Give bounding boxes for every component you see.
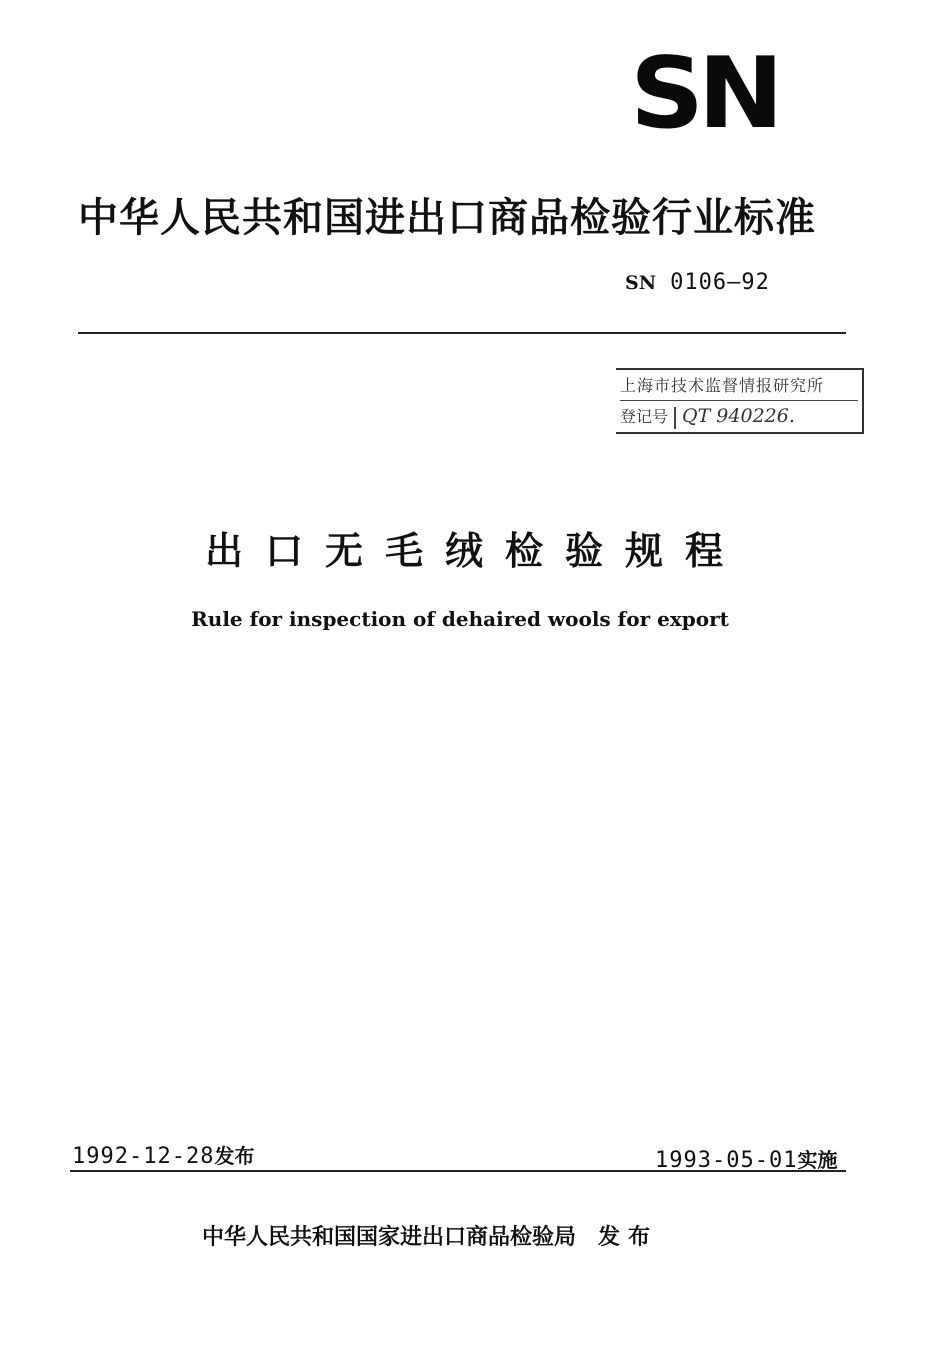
footer-divider (70, 1170, 846, 1172)
publisher-line (202, 1220, 658, 1251)
implementation-date-value: 1993-05-01 (655, 1148, 798, 1173)
document-subtitle-en: Rule for inspection of dehaired wools for export (191, 607, 729, 631)
standard-code (625, 270, 770, 295)
publisher-action: 发布 (598, 1225, 659, 1250)
registration-stamp (616, 368, 864, 434)
document-title: 出口无毛绒检验规程 (204, 529, 745, 573)
standard-code-number: 0106—92 (670, 270, 770, 295)
implementation-date-label: 实施 (797, 1148, 838, 1172)
stamp-registration-label: 登记号 (620, 407, 669, 426)
stamp-registration-number: QT 940226. (682, 405, 795, 427)
stamp-separator (674, 407, 676, 429)
header-divider (78, 332, 846, 334)
publisher-name: 中华人民共和国国家进出口商品检验局 (202, 1225, 577, 1250)
issue-date-label: 发布 (214, 1144, 255, 1168)
stamp-registration-row (620, 402, 795, 430)
stamp-institute: 上海市技术监督情报研究所 (620, 372, 858, 401)
issue-date (72, 1140, 254, 1169)
issue-date-value: 1992-12-28 (72, 1144, 215, 1169)
standard-code-prefix: SN (625, 272, 657, 294)
sn-logo: SN (630, 37, 778, 151)
standard-category-title: 中华人民共和国进出口商品检验行业标准 (78, 195, 816, 241)
implementation-date (655, 1144, 837, 1173)
